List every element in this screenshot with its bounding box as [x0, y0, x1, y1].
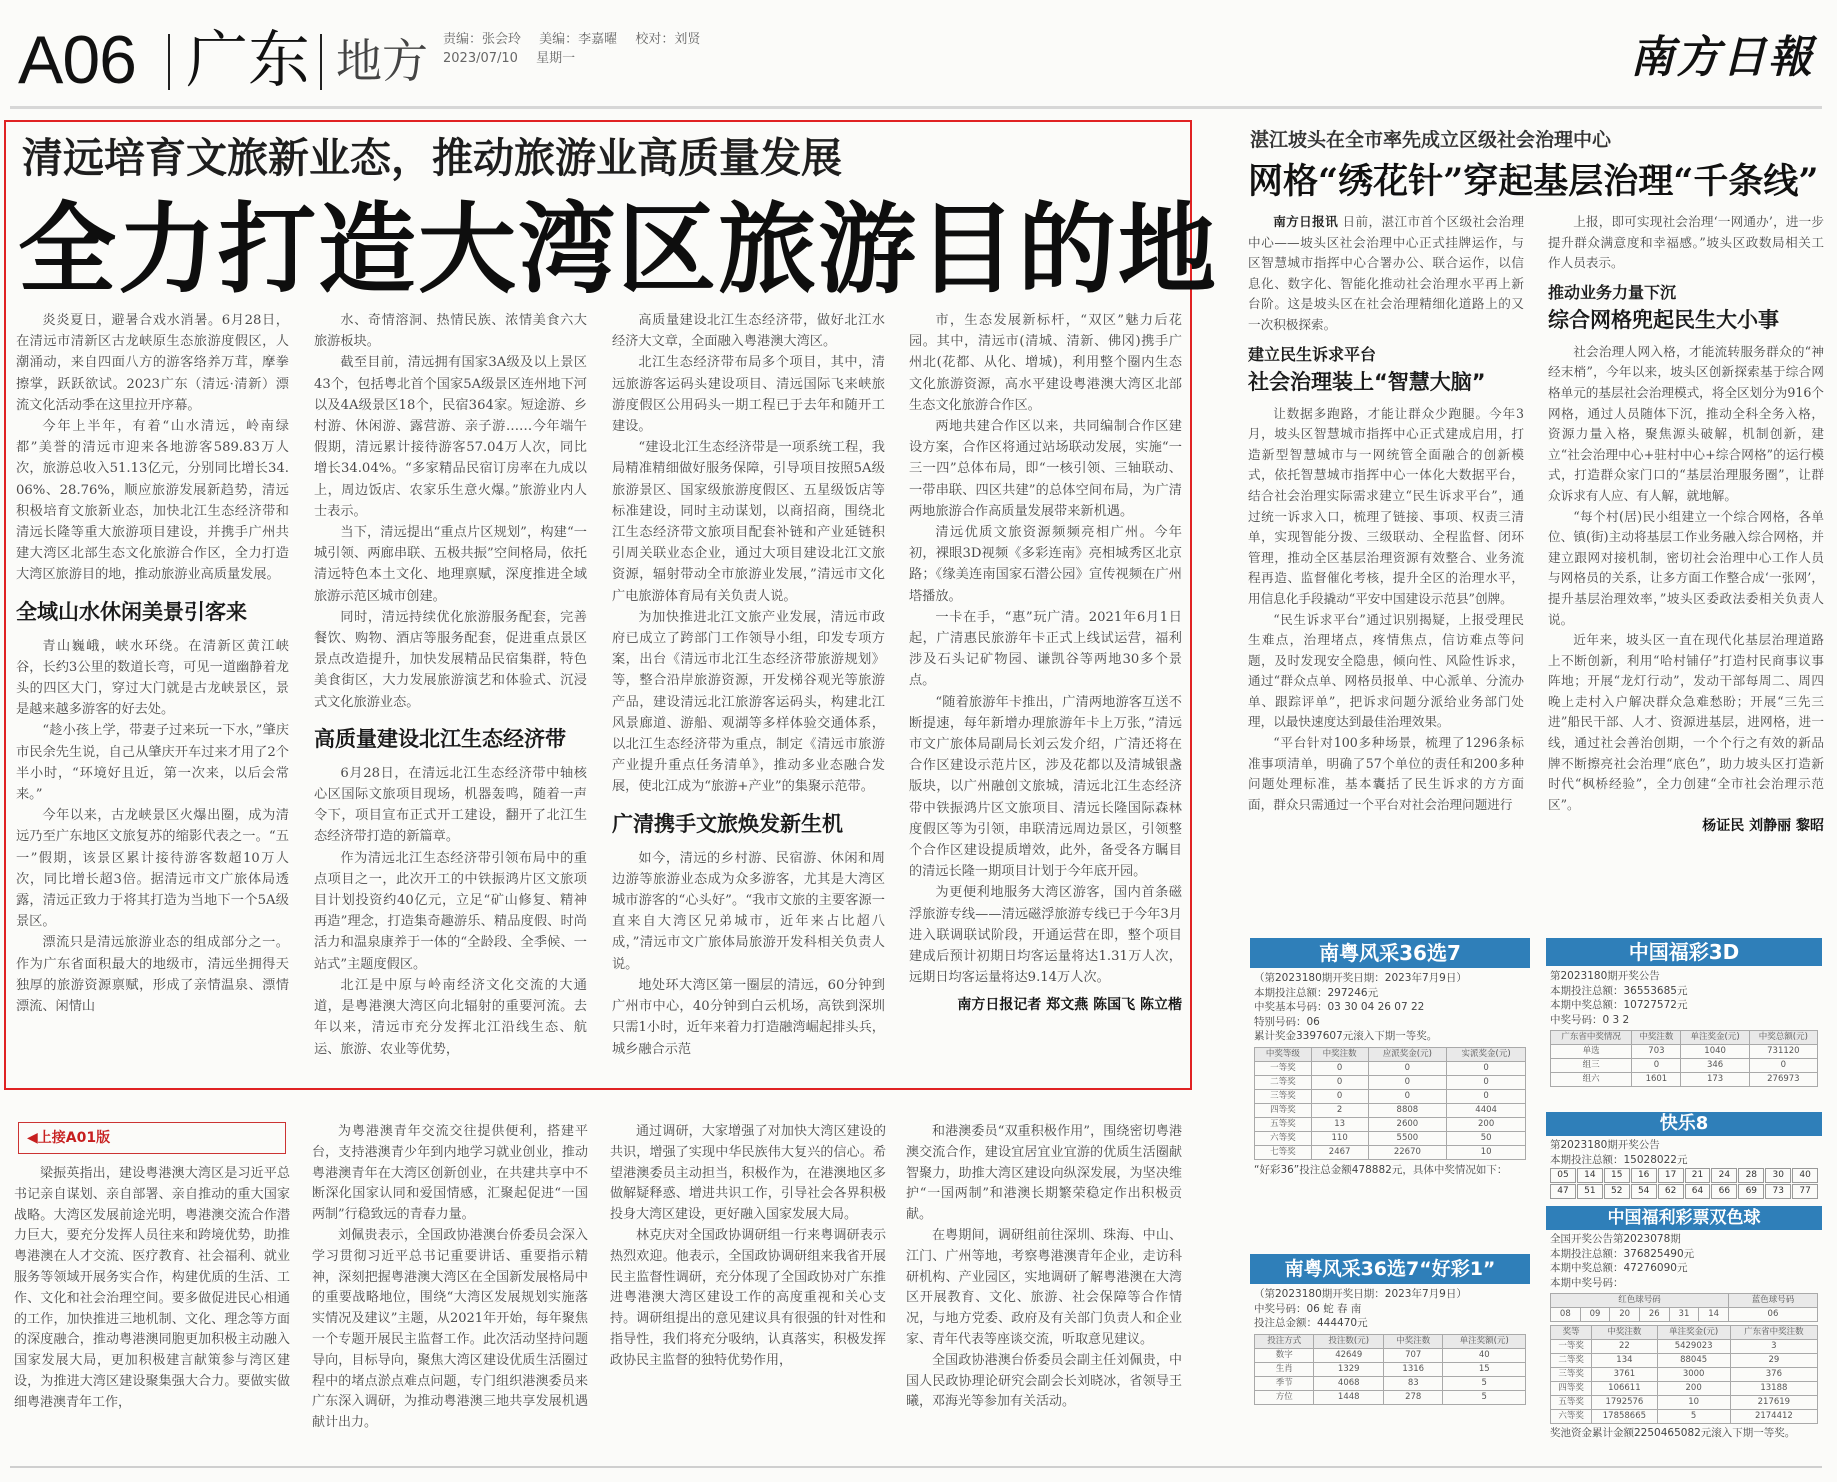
ball-number: 24: [1711, 1168, 1737, 1183]
table-row: [1255, 1376, 1526, 1390]
lottery-title: 中国福彩3D: [1546, 938, 1822, 966]
article-column: [16, 310, 289, 1078]
table-row: [1255, 1390, 1526, 1404]
lottery-details: [1546, 1230, 1822, 1441]
reporter-byline: 杨证民 刘静丽 黎昭: [1702, 818, 1824, 835]
article-column: [1248, 212, 1524, 942]
table-cell: 四等奖: [1255, 1103, 1312, 1117]
paragraph: 今年以来，古龙峡景区火爆出圈，成为清远乃至广东地区文旅复苏的缩影代表之一。“五一”假期，该景区累计接待游客数超10万人次，同比增长超3倍。据清远市文广旅体局透露，清远正致力于将其打造为当地下一个5A级景区。: [16, 808, 289, 930]
table-cell: 数字: [1255, 1348, 1314, 1362]
red-ball-number: 20: [1610, 1308, 1640, 1322]
table-cell: 13: [1311, 1117, 1368, 1131]
table-header: 实派奖金(元): [1447, 1047, 1526, 1061]
issue-date: 2023/07/10: [443, 51, 518, 66]
article-column: [312, 1122, 588, 1472]
lottery-line: 累计奖金3397607元滚入下期一等奖。: [1254, 1030, 1438, 1042]
paragraph-text: 日前，湛江市首个区级社会治理中心——坡头区社会治理中心正式挂牌运作，与区智慧城市指挥中心合署办公、联合运作，以信息化、数字化、智能化推动社会治理水平再上新台阶。这是坡头区在社会治理精细化道路上的又一次积极探索。: [1248, 214, 1524, 332]
ball-number: 66: [1711, 1184, 1737, 1199]
paragraph: 北江是中原与岭南经济文化交流的大通道，是粤港澳大湾区向北辐射的重要河流。去年以来，清远市充分发挥北江沿线生态、航运、旅游、农业等优势，: [314, 977, 587, 1057]
table-cell: 173: [1681, 1073, 1749, 1087]
section-title: 广东: [186, 23, 311, 96]
paragraph: 今年上半年，有着“山水清远，岭南绿都”美誉的清远市迎来各地游客589.83万人次，旅游总收入51.13亿元，分别同比增长34.06%、28.76%，顺应旅游发展新趋势，清远积极培育文旅新业态，加快北江生态经济带和清远长隆等重大旅游项目建设，并携手广州共建大湾区北部生态文化旅游合作区，全力打造大湾区旅游目的地，推动旅游业高质量发展。: [16, 419, 289, 583]
table-header: 应派奖金(元): [1368, 1047, 1447, 1061]
table-header: 投注方式: [1255, 1334, 1314, 1348]
table-header: 广东省中奖注数: [1730, 1326, 1817, 1340]
article-column: [612, 310, 885, 1078]
table-cell: 278: [1384, 1390, 1443, 1404]
winning-numbers-row: [1550, 1184, 1818, 1199]
lottery-line: 中奖基本号码：03 30 04 26 07 22: [1254, 1001, 1425, 1013]
right-story-headline: 网格“绣花针”穿起基层治理“千条线”: [1248, 161, 1819, 202]
table-cell: 376: [1730, 1368, 1817, 1382]
ball-number: 77: [1792, 1184, 1818, 1199]
newspaper-logo: 南方日報: [1630, 32, 1814, 83]
subheading: 全域山水休闲美景引客来: [16, 599, 247, 624]
table-header: 单注奖金(元): [1681, 1031, 1749, 1045]
table-cell: 1040: [1681, 1045, 1749, 1059]
table-cell: 三等奖: [1551, 1368, 1592, 1382]
table-cell: 0: [1749, 1059, 1817, 1073]
prize-table: [1254, 1047, 1526, 1160]
paragraph: 通过调研，大家增强了对加快大湾区建设的共识，增强了实现中华民族伟大复兴的信心。希望港澳委员主动担当，积极作为，在港澳地区多做解疑释惑、增进共识工作，引导社会各界积极投身大湾区建设，更好融入国家发展大局。: [610, 1124, 886, 1223]
ball-number: 15: [1604, 1168, 1630, 1183]
table-cell: 0: [1447, 1075, 1526, 1089]
table-cell: 5: [1657, 1410, 1730, 1424]
lottery-box-ssq: [1546, 1206, 1822, 1462]
lottery-line: 本期投注总额：376825490元: [1550, 1247, 1695, 1260]
paragraph: “趁小孩上学，带妻子过来玩一下水，”肇庆市民余先生说，自己从肇庆开车过来才用了2个半小时，“环境好且近，第一次来，以后会常来。”: [16, 723, 289, 803]
table-cell: 15: [1443, 1362, 1526, 1376]
table-cell: 88045: [1657, 1354, 1730, 1368]
table-row: [1551, 1059, 1818, 1073]
table-cell: 一等奖: [1551, 1340, 1592, 1354]
lottery-line: 本期中奖总额：10727572元: [1550, 999, 1688, 1011]
paragraph: 刘佩贵表示，全国政协港澳台侨委员会深入学习贯彻习近平总书记重要讲话、重要指示精神，深刻把握粤港澳大湾区在全国新发展格局中的重要战略地位，围绕“大湾区发展规划实施落实情况及建议”主题，从2021年开始，每年聚焦一个专题开展民主监督工作。此次活动坚持问题导向，目标导向，聚焦大湾区建设优质生活圈过程中的堵点淤点难点问题，专门组织港澳委员来广东深入调研，为推动粤港澳三地共享发展机遇献计出力。: [312, 1227, 588, 1431]
issue-weekday: 星期一: [536, 51, 576, 66]
subheading: 广清携手文旅焕发新生机: [612, 811, 843, 836]
lottery-line: “好彩36”投注总金额478882元，具体中奖情况如下：: [1254, 1163, 1508, 1176]
table-row: [1551, 1340, 1818, 1354]
main-story-body: [16, 310, 1182, 1078]
reporter-byline: 南方日报记者 郑文燕 陈国飞 陈立楷: [957, 996, 1182, 1013]
masthead-divider: [320, 34, 322, 90]
lottery-line: 本期中奖号码：: [1550, 1276, 1624, 1289]
paragraph: 近年来，坡头区一直在现代化基层治理道路上不断创新，利用“哈村铺仔”打造村民商事议事阵地；开展“龙灯行动”，发动干部每周二、周四晚上走村入户解决群众急难愁盼；开展“三先三进”船民干部、人才、资源进基层，进网格，进一线，通过社会善治创期，一个个行之有效的新品牌不断擦亮社会治理“底色”，助力坡头区打造新时代“枫桥经验”，全力创建“全市社会治理示范区”。: [1548, 632, 1824, 812]
lottery-box-36x7: [1250, 938, 1530, 1238]
red-ball-number: 31: [1669, 1308, 1699, 1322]
ball-number: 17: [1658, 1168, 1684, 1183]
table-header-row: [1551, 1294, 1818, 1308]
proofreader-credit: 校对：刘贤: [635, 32, 701, 47]
table-cell: 四等奖: [1551, 1382, 1592, 1396]
lottery-line: 本期中奖总额：47276090元: [1550, 1262, 1688, 1274]
table-cell: 83: [1384, 1376, 1443, 1390]
table-header: 中奖总额(元): [1749, 1031, 1817, 1045]
paragraph: 高质量建设北江生态经济带，做好北江水经济大文章，全面融入粤港澳大湾区。: [612, 313, 885, 350]
paragraph: 两地共建合作区以来，共同编制合作区建设方案，合作区将通过站场联动发展，实施“一三一四”总体布局，即“一核引领、三轴联动、一带串联、四区共建”的总体空间布局，为广清两地旅游合作高质量发展带来新机遇。: [909, 419, 1182, 519]
lottery-title: 南粤风采36选7: [1250, 938, 1530, 968]
table-cell: 0: [1368, 1075, 1447, 1089]
table-cell: 2174412: [1730, 1410, 1817, 1424]
table-cell: 29: [1730, 1354, 1817, 1368]
red-ball-number: 09: [1580, 1308, 1610, 1322]
paragraph: 梁振英指出，建设粤港澳大湾区是习近平总书记亲自谋划、亲自部署、亲自推动的重大国家战略。大湾区发展前途光明，粤港澳交流合作潜力巨大，要充分发挥人员往来和跨境优势，助推粤港澳在人才交流、医疗教育、社会福利、就业服务等领域开展务实合作，构建优质的生活、工作、文化和社会治理空间。要多做促进民心相通的工作，加快推进三地机制、文化、理念等方面的深度融合，推动粤港澳同胞更加积极主动融入国家发展大局，更加积极建言献策参与湾区建设，为推进大湾区建设聚集强大合力。要做实做细粤港澳青年工作，: [14, 1166, 290, 1410]
editor-credit: 责编：张会玲: [443, 32, 522, 47]
article-column: [909, 310, 1182, 1078]
table-cell: 2: [1311, 1103, 1368, 1117]
ball-number: 14: [1577, 1168, 1603, 1183]
table-cell: 4068: [1314, 1376, 1384, 1390]
main-story: [4, 120, 1219, 1090]
ball-number: 40: [1792, 1168, 1818, 1183]
table-row: [1255, 1089, 1526, 1103]
table-cell: 一等奖: [1255, 1061, 1312, 1075]
paragraph: 北江生态经济带布局多个项目，其中，清远旅游客运码头建设项目、清远国际飞来峡旅游度假区公用码头一期工程已于去年和随开工建设。: [612, 355, 885, 435]
red-ball-number: 08: [1551, 1308, 1581, 1322]
red-ball-number: 14: [1699, 1308, 1729, 1322]
paragraph: [1248, 212, 1524, 336]
paragraph: 为加快推进北江文旅产业发展，清远市政府已成立了跨部门工作领导小组，印发专项方案，出台《清远市北江生态经济带旅游规划》等，整合沿岸旅游资源，开发梯谷观光等旅游产品，建设清远北江旅游客运码头，构建北江风景廊道、游船、观湖等多样体验交通体系，以北江生态经济带为重点，制定《清远市旅游产业提升重点任务清单》，推动多业态融合发展，使北江成为“旅游+产业”的集聚示范带。: [612, 609, 885, 795]
lottery-box-kl8: [1546, 1112, 1822, 1200]
table-cell: 季节: [1255, 1376, 1314, 1390]
table-header-row: [1551, 1031, 1818, 1045]
main-story-headline: 全力打造大湾区旅游目的地: [18, 192, 1219, 307]
table-header: 红色球号码: [1551, 1294, 1729, 1308]
table-row: [1551, 1073, 1818, 1087]
table-cell: 0: [1447, 1089, 1526, 1103]
table-cell: 1448: [1314, 1390, 1384, 1404]
table-cell: 3000: [1657, 1368, 1730, 1382]
paragraph: 全国政协港澳台侨委员会副主任刘佩贵，中国人民政协理论研究会副会长刘晓冰，省领导王曦，邓海光等参加有关活动。: [906, 1352, 1182, 1410]
table-header: 中奖注数: [1311, 1047, 1368, 1061]
table-cell: 单选: [1551, 1045, 1632, 1059]
table-row: [1551, 1410, 1818, 1424]
lottery-line: 投注总金额：444470元: [1254, 1317, 1368, 1329]
right-story-body: [1248, 212, 1826, 942]
paragraph: 漂流只是清远旅游业态的组成部分之一。作为广东省面积最大的地级市，清远坐拥得天独厚的旅游资源禀赋，形成了亲情温泉、漂情漂流、闲情山: [16, 935, 289, 1015]
table-cell: 0: [1311, 1061, 1368, 1075]
article-column: [610, 1122, 886, 1472]
table-row: [1551, 1308, 1818, 1322]
paragraph: 清远优质文旅资源频频亮相广州。今年初，裸眼3D视频《多彩连南》亮相城秀区北京路；《缘美连南国家石潜公园》宣传视频在广州塔播放。: [909, 525, 1182, 604]
table-cell: 276973: [1749, 1073, 1817, 1087]
table-cell: 8808: [1368, 1103, 1447, 1117]
table-cell: 40: [1443, 1348, 1526, 1362]
ball-number: 30: [1765, 1168, 1791, 1183]
table-cell: 200: [1447, 1117, 1526, 1131]
table-cell: 5: [1443, 1376, 1526, 1390]
article-column: [1548, 212, 1824, 942]
lottery-box-haocai1: [1250, 1254, 1530, 1462]
table-cell: 1601: [1632, 1073, 1681, 1087]
lottery-details: [1250, 968, 1530, 1177]
table-row: [1255, 1117, 1526, 1131]
lottery-box-3d: [1546, 938, 1822, 1106]
right-story-kicker: 湛江坡头在全市率先成立区级社会治理中心: [1250, 129, 1612, 151]
table-cell: 2600: [1368, 1117, 1447, 1131]
winning-numbers-row: [1550, 1168, 1818, 1183]
page-bottom-rule: [10, 1466, 1822, 1468]
table-cell: 10: [1447, 1145, 1526, 1159]
table-cell: 707: [1384, 1348, 1443, 1362]
blue-ball-number: 06: [1728, 1308, 1817, 1322]
lottery-line: （第2023180期开奖日期：2023年7月9日）: [1254, 1288, 1467, 1300]
paragraph: 当下，清远提出“重点片区规划”，构建“一城引领、两廊串联、五极共振”空间格局，依托清远特色本土文化、地理禀赋，深度推进全域旅游示范区城市创建。: [314, 525, 587, 604]
table-row: [1255, 1131, 1526, 1145]
prize-table: [1550, 1030, 1818, 1087]
table-cell: 三等奖: [1255, 1089, 1312, 1103]
paragraph: 如今，清远的乡村游、民宿游、休闲和周边游等旅游业态成为众多游客，尤其是大湾区城市游客的“心头好”。“我市文旅的主要客源一直来自大湾区兄弟城市，近年来占比超八成，”清远市文广旅体局旅游开发科相关负责人说。: [612, 850, 885, 972]
table-header: 中奖注数: [1384, 1334, 1443, 1348]
table-cell: 组三: [1551, 1059, 1632, 1073]
editor-credits: [443, 30, 714, 68]
paragraph: 林克庆对全国政协调研组一行来粤调研表示热烈欢迎。他表示，全国政协调研组来我省开展民主监督性调研，充分体现了全国政协对广东推进粤港澳大湾区建设工作的高度重视和关心支持。调研组提出的意见建议具有很强的针对性和指导性，我们将充分吸纳，认真落实，积极发挥政协民主监督的独特优势作用，: [610, 1227, 886, 1368]
table-cell: 50: [1447, 1131, 1526, 1145]
table-cell: 217619: [1730, 1396, 1817, 1410]
table-cell: 22: [1592, 1340, 1657, 1354]
right-story: [1238, 126, 1826, 926]
lottery-line: 中奖号码：0 3 2: [1550, 1013, 1630, 1026]
table-row: [1255, 1103, 1526, 1117]
table-row: [1551, 1045, 1818, 1059]
table-cell: 0: [1311, 1089, 1368, 1103]
continued-story: [14, 1122, 1184, 1472]
table-cell: 0: [1632, 1059, 1681, 1073]
subheading: 社会治理装上“智慧大脑”: [1248, 369, 1486, 394]
table-cell: 42649: [1314, 1348, 1384, 1362]
subsection-title: 地方: [336, 34, 428, 88]
table-cell: 组六: [1551, 1073, 1632, 1087]
ball-number: 16: [1631, 1168, 1657, 1183]
ball-number: 05: [1550, 1168, 1576, 1183]
table-cell: 0: [1368, 1061, 1447, 1075]
table-cell: 134: [1592, 1354, 1657, 1368]
table-row: [1255, 1145, 1526, 1159]
table-cell: 106611: [1592, 1382, 1657, 1396]
article-column: [314, 310, 587, 1078]
paragraph: “建设北江生态经济带是一项系统工程，我局精准精细做好服务保障，引导项目按照5A级旅游景区、国家级旅游度假区、五星级饭店等标准建设，同时主动谋划，以商招商，围绕北江生态经济带文旅项目配套补链和产业延链积引周关联业态企业，通过大项目建设北江文旅资源，辐射带动全市旅游业发展，”清远市文化广电旅游体育局有关负责人说。: [612, 440, 885, 604]
table-cell: 5: [1443, 1390, 1526, 1404]
ball-number: 69: [1738, 1184, 1764, 1199]
lottery-title: 快乐8: [1546, 1112, 1822, 1136]
masthead-divider: [168, 34, 170, 90]
table-cell: 5500: [1368, 1131, 1447, 1145]
paragraph: 炎炎夏日，避暑合戏水消暑。6月28日，在清远市清新区古龙峡原生态旅游度假区，人潮涌动，来自四面八方的游客络养万茸，摩拳擦掌，跃跃欲试。2023广东（清远·清新）漂流文化活动季在这里拉开序幕。: [16, 313, 289, 413]
table-cell: 0: [1368, 1089, 1447, 1103]
table-row: [1551, 1368, 1818, 1382]
table-header: 中奖注数: [1632, 1031, 1681, 1045]
paragraph: 地处环大湾区第一圈层的清远，60分钟到广州市中心，40分钟到白云机场，高铁到深圳只需1小时，近年来着力打造融湾崛起排头兵，城乡融合示范: [612, 977, 885, 1057]
ball-number: 51: [1577, 1184, 1603, 1199]
paragraph: 截至目前，清远拥有国家3A级及以上景区43个，包括粤北首个国家5A级景区连州地下河以及4A级景区18个，民宿364家。短途游、乡村游、休闲游、露营游、亲子游……今年端午假期，清远累计接待游客57.04万人次，同比增长34.04%。“多家精品民宿订房率在九成以上，周边饭店、农家乐生意火爆。”旅游业内人士表示。: [314, 355, 587, 519]
lottery-line: 中奖号码：06 蛇 春 南: [1254, 1302, 1362, 1315]
ball-number: 21: [1685, 1168, 1711, 1183]
table-header-row: [1551, 1326, 1818, 1340]
subheading-small: 推动业务力量下沉: [1548, 282, 1677, 302]
table-header: 中奖注数: [1592, 1326, 1657, 1340]
page-masthead: [18, 20, 1818, 100]
paragraph: 社会治理人网入格，才能流转服务群众的“神经末梢”，今年以来，坡头区创新探索基于综合网格单元的基层社会治理模式，将全区划分为916个网格，通过人员随体下沉，推动全科全务入格，资源力量入格，聚焦源头破解，机制创新，建立“社会治理中心+驻村中心+综合网格”的运行模式，打造群众家门口的“基层治理服务圈”，让群众诉求有人应、有人解，就地解。: [1548, 343, 1824, 503]
designer-credit: 美编：李嘉曜: [539, 32, 618, 47]
lottery-line: 本期投注总额：297246元: [1254, 986, 1379, 999]
ball-number: 52: [1604, 1184, 1630, 1199]
lottery-line: 第2023180期开奖公告: [1550, 970, 1660, 982]
table-cell: 10: [1657, 1396, 1730, 1410]
lottery-line: 特别号码：06: [1254, 1015, 1320, 1028]
subheading: 综合网格兜起民生大小事: [1548, 307, 1779, 332]
table-cell: 110: [1311, 1131, 1368, 1145]
paragraph: 上报，即可实现社会治理‘一网通办’，进一步提升群众满意度和幸福感。”坡头区政数局相关工作人员表示。: [1548, 214, 1824, 271]
paragraph: 6月28日，在清远北江生态经济带中轴核心区国际文旅项目现场，机器轰鸣，随着一声令下，项目宣布正式开工建设，翻开了北江生态经济带打造的新篇章。: [314, 765, 587, 845]
paragraph: 让数据多跑路，才能让群众少跑腿。今年3月，坡头区智慧城市指挥中心正式建成启用，打造新型智慧城市与一网统管全面融合的创新模式，依托智慧城市指挥中心一体化大数据平台，结合社会治理实际需求建立“民生诉求平台”，通过统一诉求入口，梳理了链接、事项、权责三清单，实现智能分拨、三级联动、全程监督、闭环管理，推动全区基层治理资源有效整合、业务流程再造、监督催化考核，提升全区的治理水平，用信息化手段撬动“平安中国建设示范县”创牌。: [1248, 405, 1524, 606]
table-row: [1551, 1396, 1818, 1410]
lottery-title: 南粤风采36选7“好彩1”: [1250, 1254, 1530, 1284]
table-header: 奖等: [1551, 1326, 1592, 1340]
winning-numbers-table: [1550, 1293, 1818, 1322]
lottery-line: 本期投注总额：36553685元: [1550, 984, 1688, 997]
table-cell: 5429023: [1657, 1340, 1730, 1354]
table-header: 蓝色球号码: [1728, 1294, 1817, 1308]
continued-from-label: ◀上接A01版: [18, 1122, 286, 1154]
lottery-line: 全国开奖公告第2023078期: [1550, 1233, 1681, 1245]
table-cell: 0: [1447, 1061, 1526, 1075]
table-cell: 六等奖: [1255, 1131, 1312, 1145]
lottery-line: （第2023180期开奖日期：2023年7月9日）: [1254, 972, 1467, 984]
table-header: 广东省中奖情况: [1551, 1031, 1632, 1045]
lottery-details: [1250, 1284, 1530, 1405]
paragraph: 同时，清远持续优化旅游服务配套，完善餐饮、购物、酒店等服务配套，促进重点景区景点改造提升，加快发展精品民宿集群，特色美食街区，大力发展旅游演艺和体验式、沉浸式文化旅游业态。: [314, 609, 587, 710]
table-row: [1255, 1348, 1526, 1362]
paragraph: 在粤期间，调研组前往深圳、珠海、中山、江门、广州等地，考察粤港澳青年企业，走访科研机构、产业园区，实地调研了解粤港澳在大湾区开展教育、文化、旅游、社会保障等合作情况，与地方党委、政府及有关部门负责人和企业家、青年代表等座谈交流，听取意见建议。: [906, 1227, 1182, 1347]
table-cell: 五等奖: [1255, 1117, 1312, 1131]
table-header-row: [1255, 1334, 1526, 1348]
table-header: 中奖等级: [1255, 1047, 1312, 1061]
lottery-details: [1546, 1136, 1822, 1199]
ball-number: 73: [1765, 1184, 1791, 1199]
ball-number: 47: [1550, 1184, 1576, 1199]
table-header-row: [1255, 1047, 1526, 1061]
paragraph: 和港澳委员“双重积极作用”，围绕密切粤港澳交流合作，建设宜居宜业宜游的优质生活圈献智聚力，助推大湾区建设向纵深发展，为坚决维护“一国两制”和港澳长期繁荣稳定作出积极贡献。: [906, 1124, 1182, 1223]
table-row: [1255, 1075, 1526, 1089]
table-cell: 22670: [1368, 1145, 1447, 1159]
table-cell: 方位: [1255, 1390, 1314, 1404]
prize-table: [1550, 1325, 1818, 1424]
table-cell: 0: [1311, 1075, 1368, 1089]
table-cell: 六等奖: [1551, 1410, 1592, 1424]
lottery-title: 中国福利彩票双色球: [1546, 1206, 1822, 1230]
table-cell: 二等奖: [1551, 1354, 1592, 1368]
table-cell: 3761: [1592, 1368, 1657, 1382]
table-row: [1551, 1354, 1818, 1368]
paragraph: 为更便利地服务大湾区游客，国内首条磁浮旅游专线——清远磁浮旅游专线已于今年3月进入联调联试阶段，开通运营在即，整个项目建成后预计初期日均客运量将达1.31万人次，远期日均客运量将达9.14万人次。: [909, 885, 1182, 986]
table-cell: 3: [1730, 1340, 1817, 1354]
table-cell: 五等奖: [1551, 1396, 1592, 1410]
subheading-small: 建立民生诉求平台: [1248, 344, 1377, 364]
table-cell: 生肖: [1255, 1362, 1314, 1376]
table-cell: 200: [1657, 1382, 1730, 1396]
table-cell: 17858665: [1592, 1410, 1657, 1424]
ball-number: 28: [1738, 1168, 1764, 1183]
page-number: A06: [18, 22, 136, 98]
table-header: 投注数(元): [1314, 1334, 1384, 1348]
table-header: 单注奖额(元): [1443, 1334, 1526, 1348]
masthead-rule: [10, 106, 1822, 109]
table-cell: 1792576: [1592, 1396, 1657, 1410]
table-row: [1255, 1061, 1526, 1075]
paragraph: 市，生态发展新标杆，“双区”魅力后花园。其中，清远市(清城、清新、佛冈)携手广州北(花都、从化、增城)，利用整个圈内生态文化旅游资源，高水平建设粤港澳大湾区北部生态文化旅游合作区。: [909, 313, 1182, 413]
paragraph: 青山巍峨，峡水环绕。在清新区黄江峡谷，长约3公里的数道长弯，可见一道幽静着龙头的四区大门，穿过大门就是古龙峡景区，景是越来越多游客的好去处。: [16, 638, 289, 718]
paragraph: “随着旅游年卡推出，广清两地游客互送不断提速，每年新增办理旅游年卡上万张，”清远市文广旅体局副局长刘云发介绍，广清还将在合作区建设示范片区，涉及花都以及清城银盏版块，以广州融创文旅城，清远北江生态经济带中铁振鸿片区文旅项目、清远长隆国际森林度假区等为引领，串联清远周边景区，引领整个合作区建设提质增效，此外，备受各方瞩目的清远长隆一期项目计划于今年底开园。: [909, 694, 1182, 880]
paragraph: 水、奇情溶洞、热情民族、浓情美食六大旅游板块。: [314, 313, 587, 350]
table-cell: 13188: [1730, 1382, 1817, 1396]
lottery-line: 第2023180期开奖公告: [1550, 1139, 1660, 1151]
lottery-line: 本期投注总额：15028022元: [1550, 1153, 1688, 1166]
ball-number: 62: [1658, 1184, 1684, 1199]
paragraph: 为粤港澳青年交流交往提供便利，搭建平台，支持港澳青少年到内地学习就业创业，推动粤港澳青年在大湾区创新创业，在共建共享中不断深化国家认同和爱国情感，汇聚起促进“一国两制”行稳致远的青春力量。: [312, 1124, 588, 1223]
paragraph: 作为清远北江生态经济带引领布局中的重点项目之一，此次开工的中铁振鸿片区文旅项目计划投资约40亿元，立足“矿山修复、精神再造”理念，打造集奇趣游乐、精品度假、时尚活力和温泉康养于一体的“全龄段、全季候、一站式”主题度假区。: [314, 850, 587, 972]
table-header: 单注奖金(元): [1657, 1326, 1730, 1340]
table-row: [1551, 1382, 1818, 1396]
main-story-kicker: 清远培育文旅新业态，推动旅游业高质量发展: [22, 134, 842, 182]
paragraph: “每个村(居)民小组建立一个综合网格，各单位、镇(街)主动将基层工作业务融入综合网格，并建立跟网对接机制，密切社会治理中心工作人员与网格员的关系，让多方面工作整合成‘一张网’，提升基层治理效率，”坡头区委政法委相关负责人说。: [1548, 508, 1824, 627]
table-cell: 4404: [1447, 1103, 1526, 1117]
table-cell: 346: [1681, 1059, 1749, 1073]
table-cell: 1329: [1314, 1362, 1384, 1376]
article-column: [14, 1122, 290, 1472]
table-cell: 2467: [1311, 1145, 1368, 1159]
table-cell: 731120: [1749, 1045, 1817, 1059]
table-cell: 二等奖: [1255, 1075, 1312, 1089]
article-column: [906, 1122, 1182, 1472]
prize-table: [1254, 1334, 1526, 1405]
table-cell: 1316: [1384, 1362, 1443, 1376]
ball-number: 54: [1631, 1184, 1657, 1199]
lottery-line: 奖池资金累计金额2250465082元滚入下期一等奖。: [1550, 1427, 1796, 1439]
ball-number: 64: [1685, 1184, 1711, 1199]
table-row: [1255, 1362, 1526, 1376]
dateline: 南方日报讯: [1273, 214, 1339, 229]
subheading: 高质量建设北江生态经济带: [314, 726, 566, 751]
red-ball-number: 26: [1639, 1308, 1669, 1322]
paragraph: “平台针对100多种场景，梳理了1296条标准事项清单，明确了57个单位的责任和200多种问题处理标准，基本囊括了民生诉求的方方面面，群众只需通过一个平台对社会治理问题进行: [1248, 735, 1524, 812]
paragraph: 一卡在手，“惠”玩广清。2021年6月1日起，广清惠民旅游年卡正式上线试运营，福利涉及石头记矿物园、谦凯谷等两地30多个景点。: [909, 609, 1182, 689]
lottery-details: [1546, 966, 1822, 1087]
table-cell: 703: [1632, 1045, 1681, 1059]
table-cell: 七等奖: [1255, 1145, 1312, 1159]
paragraph: “民生诉求平台”通过识别揭疑，上报受理民生难点，治理堵点，疼情焦点，信访难点等问题，及时发现安全隐患，倾向性、风险性诉求，通过“群众点单、网格员报单、中心派单、分流办单、跟踪评单”，把诉求问题分派给业务部门处理，以最快速度达到最佳治理效果。: [1248, 611, 1524, 730]
